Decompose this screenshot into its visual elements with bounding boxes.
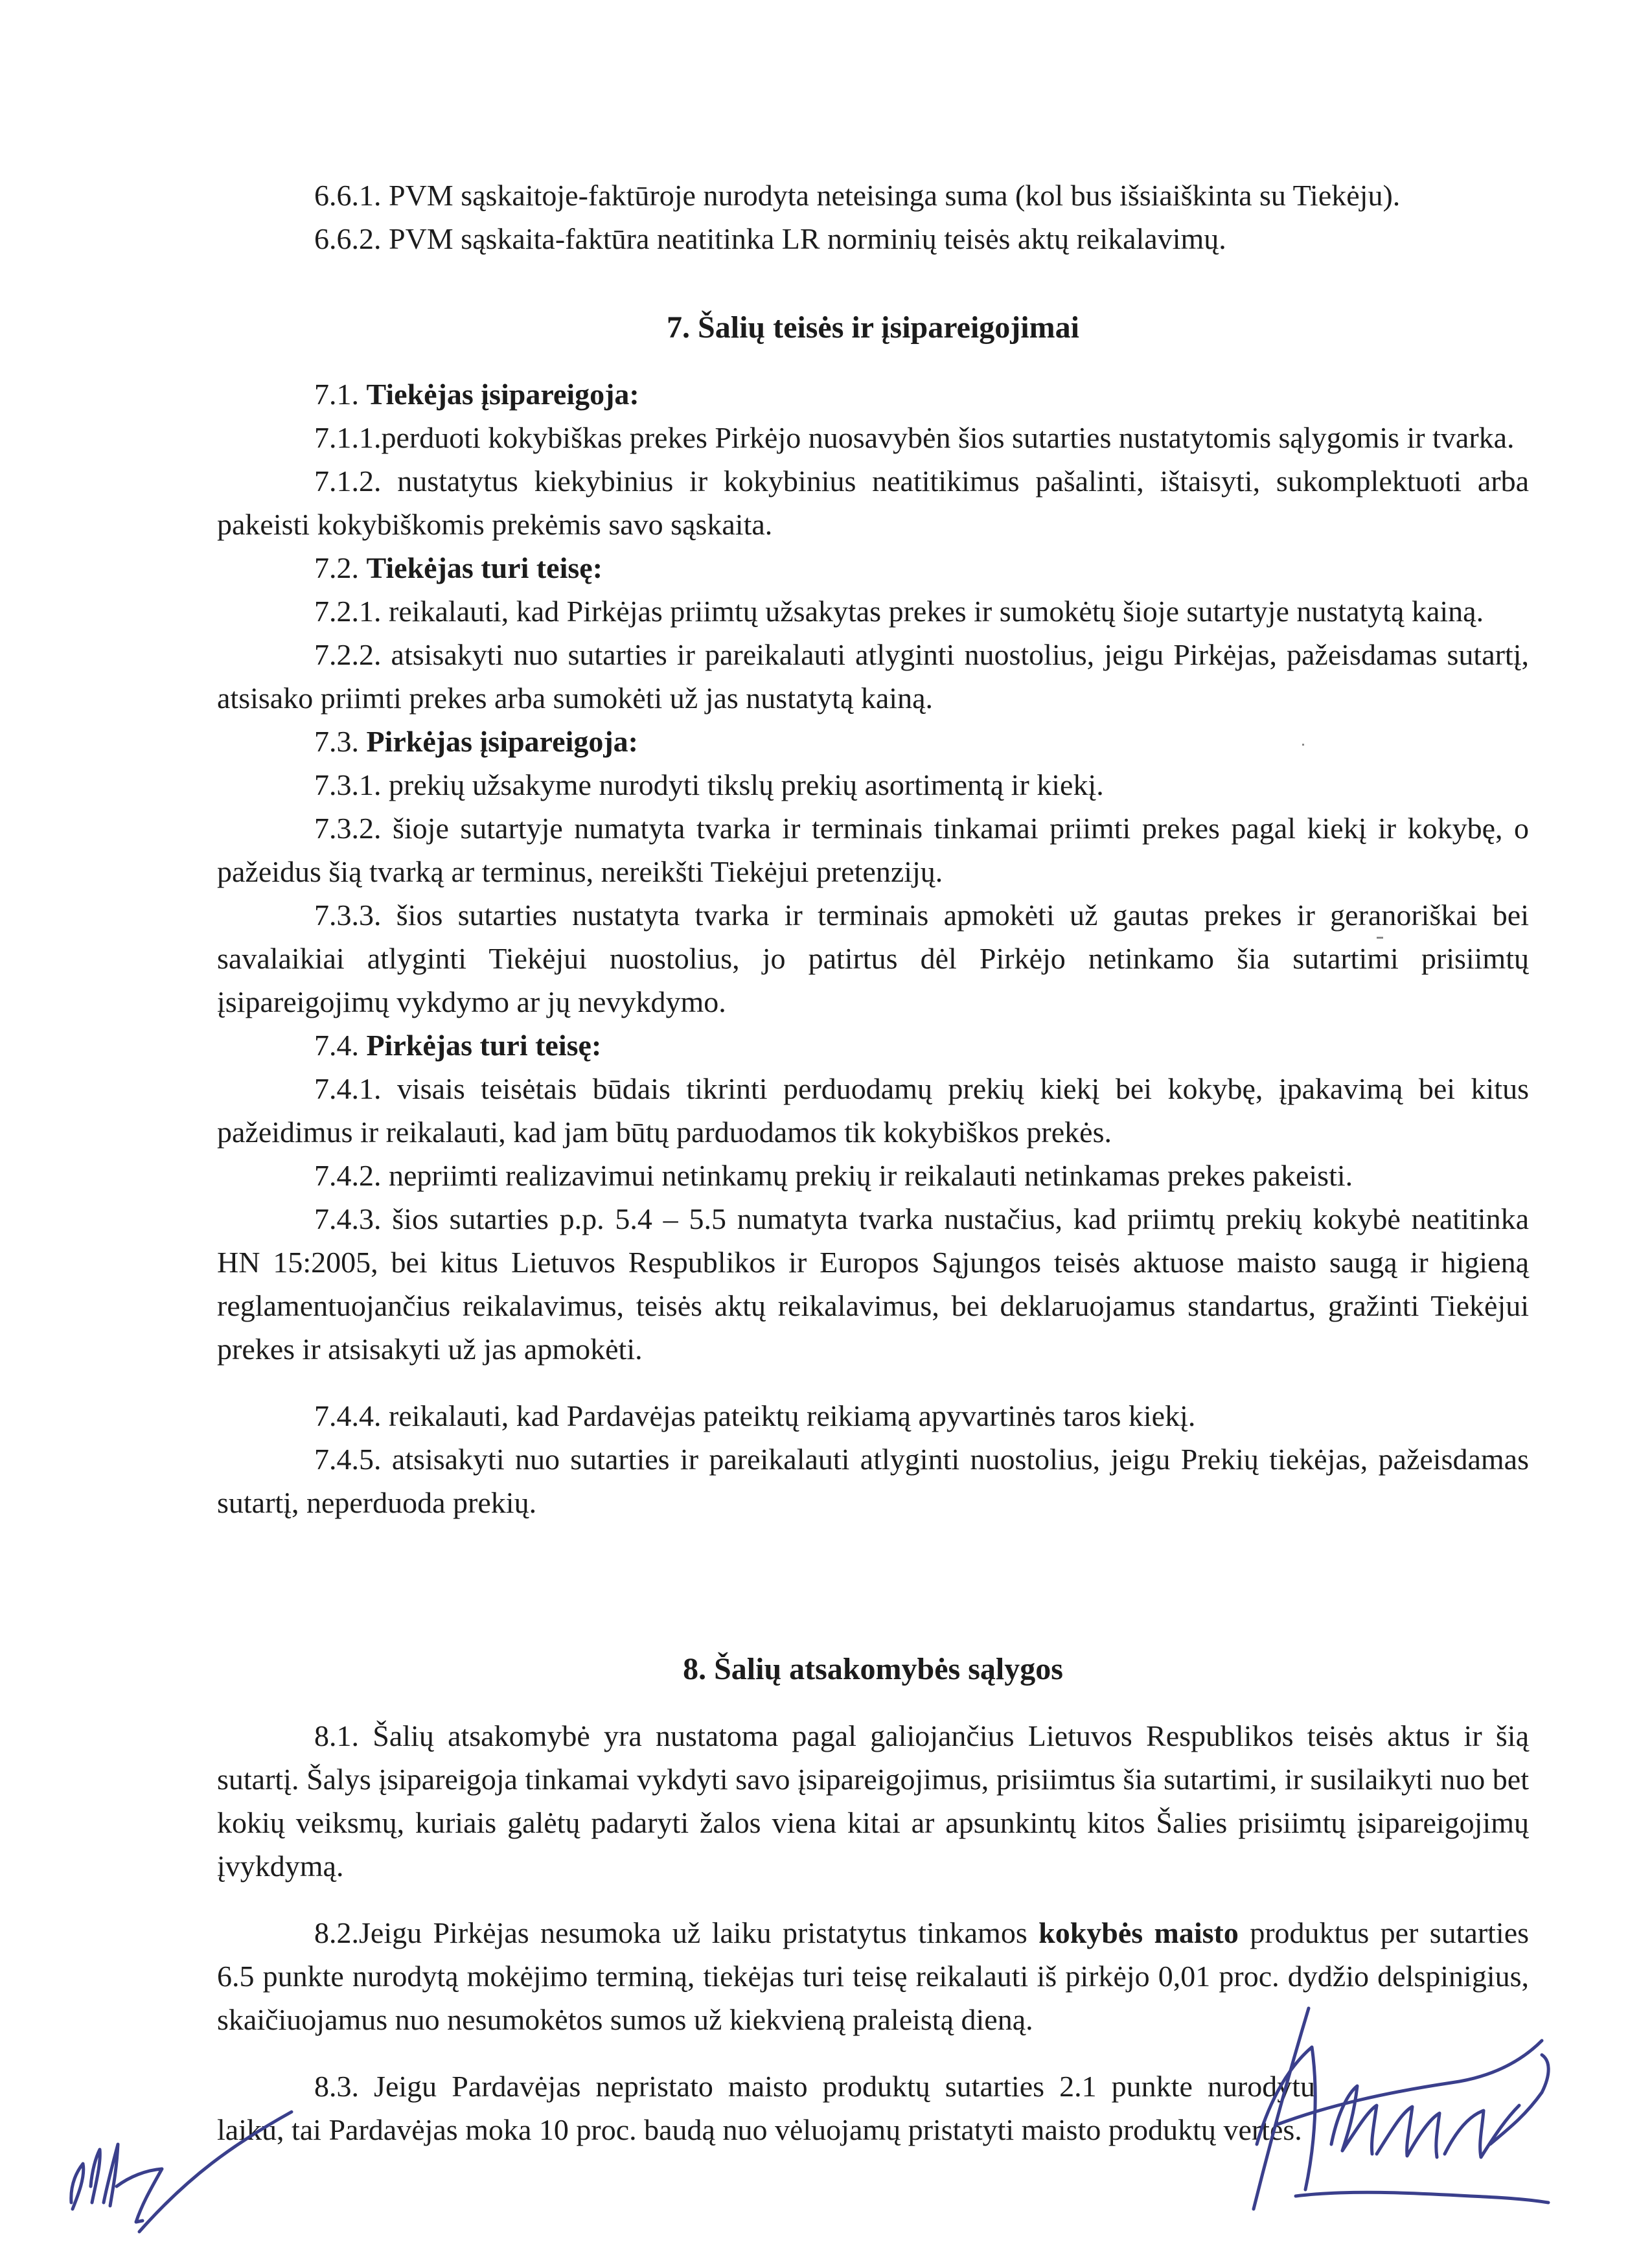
spacer [217,1691,1529,1714]
spacer [217,349,1529,372]
clause-7-1-heading [217,372,1529,416]
clause-7-4-heading [217,1024,1529,1067]
clause-7-3-heading [217,720,1529,763]
clause-7-4-3: 7.4.3. šios sutarties p.p. 5.4 – 5.5 numatyta tvarka nustačius, kad priimtų prekių kokybė neatitinka HN 15:2005, bei kitus Lietuvos Respublikos ir Europos Sąjungos teisės aktuose maisto saugą ir higieną reglamentuojančius reikalavimus, teisės aktų reikalavimus, bei deklaruojamus standartus, gražinti Tiekėjui prekes ir atsisakyti už jas apmokėti. [217,1202,1529,1366]
clause-7-3-2: 7.3.2. šioje sutartyje numatyta tvarka ir terminais tinkamai priimti prekes pagal kiekį ir kokybę, o pažeidus šią tvarką ar terminus, nereikšti Tiekėjui pretenzijų. [217,812,1529,888]
initials-signature [32,2073,304,2241]
clause-7-3-1: 7.3.1. prekių užsakyme nurodyti tikslų prekių asortimentą ir kiekį. [314,768,1104,801]
clause-label: Tiekėjas įsipareigoja: [366,378,639,411]
clause-7-4-4: 7.4.4. reikalauti, kad Pardavėjas pateiktų reikiamą apyvartinės taros kiekį. [314,1399,1196,1432]
spacer [217,260,1529,306]
clause-label: Tiekėjas turi teisę: [366,551,603,584]
clause-7-3-3: 7.3.3. šios sutarties nustatyta tvarka ir terminais apmokėti už gautas prekes ir geranoriškai bei savalaikiai atlyginti Tiekėjui nuostolius, jo patirtus dėl Pirkėjo netinkamo šia sutartimi prisiimtų įsipareigojimų vykdymo ar jų nevykdymo. [217,899,1529,1018]
clause-7-4-1: 7.4.1. visais teisėtais būdais tikrinti perduodamų prekių kiekį bei kokybę, įpakavimą bei kitus pažeidimus ir reikalauti, kad jam būtų parduodamos tik kokybiškos prekės. [217,1072,1529,1149]
clause-7-2-heading [217,546,1529,590]
clause-7-1-1: 7.1.1.perduoti kokybiškas prekes Pirkėjo nuosavybėn šios sutarties nustatytomis sąlygomis ir tvarka. [314,421,1515,454]
spacer [217,1524,1529,1647]
clause-number: 7.1. [314,378,367,411]
section-8-heading: 8. Šalių atsakomybės sąlygos [683,1652,1063,1686]
clause-8-1: 8.1. Šalių atsakomybė yra nustatoma pagal galiojančius Lietuvos Respublikos teisės aktus ir šią sutartį. Šalys įsipareigoja tinkamai vykdyti savo įsipareigojimus, prisiimtus šia sutartimi, ir susilaikyti nuo bet kokių veiksmų, kuriais galėtų padaryti žalos viena kitai ar apsunkintų kitos Šalies prisiimtų įsipareigojimų įvykdymą. [217,1719,1529,1883]
signature [1179,1995,1594,2241]
clause-number: 7.3. [314,725,367,758]
clause-label: Pirkėjas įsipareigoja: [366,725,638,758]
clause-emphasis: kokybės maisto [1038,1916,1239,1949]
clause-7-4-5: 7.4.5. atsisakyti nuo sutarties ir pareikalauti atlyginti nuostolius, jeigu Prekių tiekėjas, pažeisdamas sutartį, neperduoda prekių. [217,1443,1529,1519]
section-7-heading: 7. Šalių teisės ir įsipareigojimai [667,310,1079,345]
clause-7-2-1: 7.2.1. reikalauti, kad Pirkėjas priimtų užsakytas prekes ir sumokėtų šioje sutartyje nustatytą kainą. [314,595,1484,628]
clause-8-3: 8.3. Jeigu Pardavėjas nepristato maisto produktų sutarties 2.1 punkte nurodytu laiku, tai Pardavėjas moka 10 proc. baudą nuo vėluojamų pristatyti maisto produktų vertės. [217,2070,1315,2146]
clause-7-4-2: 7.4.2. nepriimti realizavimui netinkamų prekių ir reikalauti netinkamas prekes pakeisti. [314,1159,1353,1192]
spacer [217,1371,1529,1394]
clause-7-2-2: 7.2.2. atsisakyti nuo sutarties ir pareikalauti atlyginti nuostolius, jeigu Pirkėjas, pažeisdamas sutartį, atsisako priimti prekes arba sumokėti už jas nustatytą kainą. [217,638,1529,715]
clause-number: 7.2. [314,551,367,584]
clause-label: Pirkėjas turi teisę: [366,1029,602,1062]
spacer [217,1888,1529,1911]
document-body [217,174,1529,2151]
clause-text: produktus per sutarties 6.5 punkte nurodytą mokėjimo terminą, tiekėjas turi teisę reikalauti iš pirkėjo 0,01 proc. dydžio delspinigius, skaičiuojamus nuo nesumokėtos sumos už kiekvieną praleistą dieną. [217,1916,1530,2036]
clause-number: 7.4. [314,1029,367,1062]
clause-6-6-2: 6.6.2. PVM sąskaita-faktūra neatitinka LR norminių teisės aktų reikalavimų. [314,222,1226,255]
clause-7-1-2: 7.1.2. nustatytus kiekybinius ir kokybinius neatitikimus pašalinti, ištaisyti, sukomplektuoti arba pakeisti kokybiškomis prekėmis savo sąskaita. [217,464,1529,541]
scan-mark [1377,937,1383,939]
scan-mark [1302,744,1304,746]
clause-text: 8.2.Jeigu Pirkėjas nesumoka už laiku pristatytus tinkamos [314,1916,1039,1949]
clause-6-6-1: 6.6.1. PVM sąskaitoje-faktūroje nurodyta neteisinga suma (kol bus išsiaiškinta su Tiekėju). [314,179,1401,212]
